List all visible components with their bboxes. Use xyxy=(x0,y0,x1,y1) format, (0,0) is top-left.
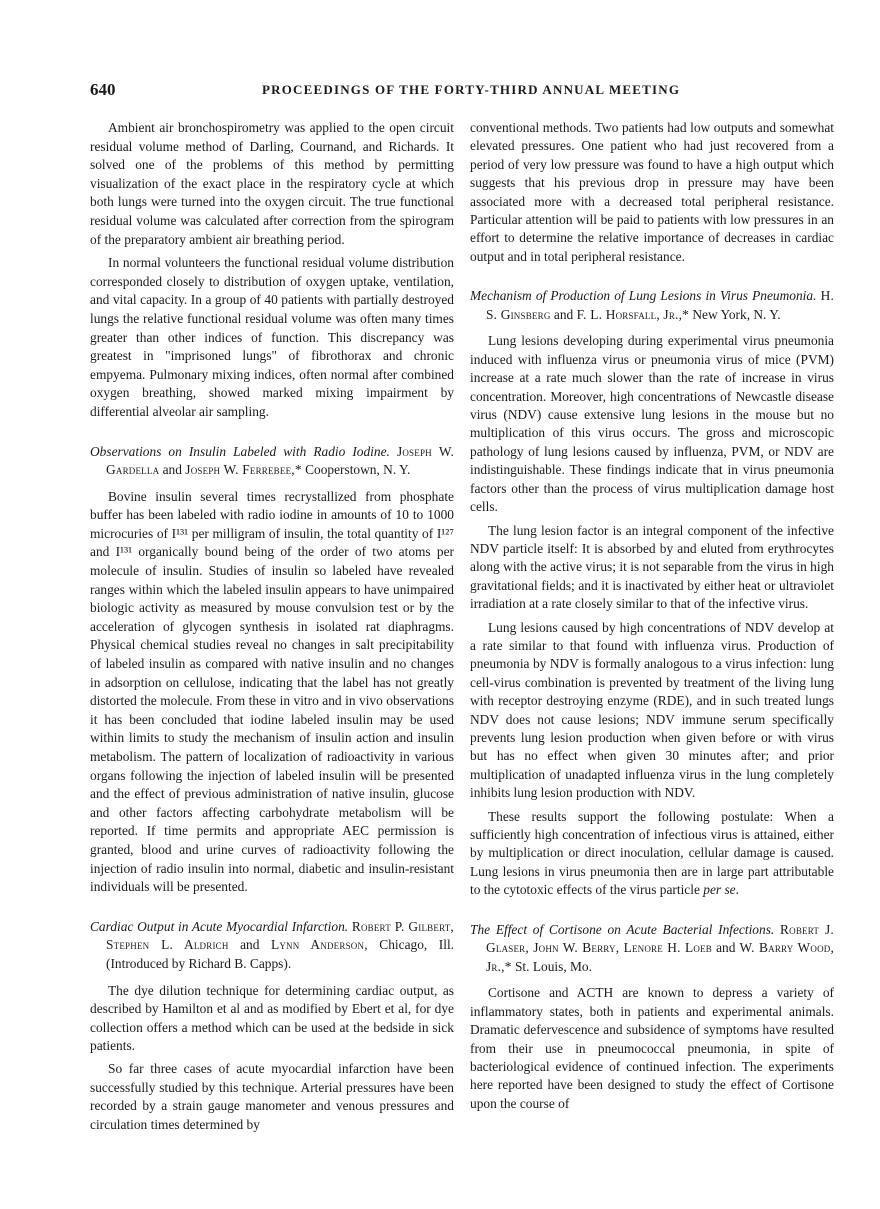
right-column xyxy=(470,119,834,1118)
abstract-heading xyxy=(90,918,454,974)
author-location: Chicago, Ill. (Introduced by Richard B. Capps). xyxy=(106,937,455,971)
paragraph: Ambient air bronchospirometry was applied to the open circuit residual volume method of Darling, Cournand, and Richards. It solved one of the problems of this method by permitting visualization of the exact place in the respiratory cycle at which both lungs were turned into the oxygen circuit. The true functional residual volume was calculated after correction from the spirogram of the preparatory ambient air breathing period. xyxy=(90,120,454,247)
paragraph: The dye dilution technique for determining cardiac output, as described by Hamilton et al and as modified by Ebert et al, for dye collection offers a method which can be used at the bedside in sick patients. xyxy=(90,982,454,1054)
abstract-cortisone xyxy=(470,921,834,1114)
abstract-title: Observations on Insulin Labeled with Radio Iodine. xyxy=(90,443,390,459)
abstract-title: Cardiac Output in Acute Myocardial Infarction. xyxy=(90,918,349,934)
text-run: These results support the following postulate: When a sufficiently high concentration of infectious virus is attained, either by multiplication or direct inoculation, cellular damage is caused. Lung lesions in virus pneumonia then are in large part attributable to the cytotoxic effects of the virus particle xyxy=(470,808,834,898)
paragraph: Cortisone and ACTH are known to depress a variety of inflammatory states, both in patients and experimental animals. Dramatic defervescence and subsidence of symptoms have resulted from their use in pneumococcal pneumonia, in spite of bacteriological evidence of continued infection. The experiments here reported have been designed to study the effect of Cortisone upon the course of xyxy=(470,985,834,1111)
author-location: Cooperstown, N. Y. xyxy=(301,462,411,478)
abstract-insulin xyxy=(90,443,454,897)
conjunction: and xyxy=(711,940,740,956)
author: Robert J. Glaser, John W. Berry, Lenore H. Loeb xyxy=(486,921,834,956)
author-location: New York, N. Y. xyxy=(689,306,781,322)
conjunction: and xyxy=(159,462,186,478)
author-location: St. Louis, Mo. xyxy=(511,958,592,974)
author: F. L. Horsfall, Jr.,* xyxy=(576,306,690,322)
abstract-title: The Effect of Cortisone on Acute Bacterial Infections. xyxy=(470,921,775,937)
abstract-heading xyxy=(470,287,834,324)
author: H. S. Ginsberg xyxy=(486,288,834,322)
page-header xyxy=(90,80,830,102)
abstract-heading xyxy=(470,921,834,977)
paragraph: conventional methods. Two patients had low outputs and somewhat elevated pressures. One patient who had just recovered from a period of very low pressure was found to have a high output which suggests that his previous drop in pressure may have been associated more with a decreased total peripheral resistance. Particular attention will be paid to patients with low pressures in an effort to determine the relative importance of decreases in cardiac output and in total peripheral resistance. xyxy=(470,120,834,264)
abstract-cardiac xyxy=(90,918,454,1135)
paragraph: Lung lesions caused by high concentrations of NDV develop at a rate similar to that found with influenza virus. Production of pneumonia by NDV is formally analogous to a virus infection: lung cell-virus combination is prevented by treatment of the living lung with receptor destroying enzyme (RDE), and in such treated lungs NDV does not cause lesions; NDV immune serum specifically prevents lung lesion production when given before or with virus but has no effect when given 30 minutes after; and prior multiplication of unadapted influenza virus in the lung completely inhibits lung lesion production with NDV. xyxy=(470,619,834,801)
left-column xyxy=(90,119,454,1138)
page-number: 640 xyxy=(90,80,116,99)
paragraph: So far three cases of acute myocardial infarction have been successfully studied by this technique. Arterial pressures have been recorded by a strain gauge manometer and venous pressures and circulation times determined by xyxy=(90,1060,454,1132)
paragraph: In normal volunteers the functional residual volume distribution corresponded closely to distribution of oxygen uptake, ventilation, and vital capacity. In a group of 40 patients with partially destroyed lungs the relative functional residual volume was often many times greater than other indices of function. This discrepancy was greatest in "imprisoned lungs" of fibrothorax and chronic empyema. Pulmonary mixing indices, often normal after combined oxygen breathing, showed marked mixing impairment by differential alveolar air sampling. xyxy=(90,255,454,419)
text-run: . xyxy=(735,882,739,898)
author: Joseph W. Gardella xyxy=(106,443,454,478)
author: W. Barry Wood, Jr.,* xyxy=(486,940,835,974)
paragraph: Bovine insulin several times recrystallized from phosphate buffer has been labeled with radio iodine in amounts of 10 to 1000 microcuries of I¹³¹ per milligram of insulin, the total quantity of I¹²⁷ and I¹³¹ organically bound being of the order of two atoms per molecule of insulin. Studies of insulin so labeled have revealed ranges within which the labeled insulin appears to have unimpaired biologic activity as measured by mouse convulsion test or by the acceleration of glycogen synthesis in isolated rat diaphragms. Physical chemical studies reveal no changes in salt precipitability of labeled insulin as compared with native insulin and no changes in adsorption on cellulose, indicating that the label has not greatly distorted the molecule. From these in vitro and in vivo observations it has been concluded that iodine labeled insulin may be used within limits to study the mechanism of insulin action and insulin metabolism. The pattern of localization of radioactivity in various organs following the injection of labeled insulin will be presented and the effect of previous administration of native insulin, glucose and other factors affecting carbohydrate metabolism will be reported. If time permits and appropriate AEC permission is granted, blood and urine curves of radioactivity following the injection of radio insulin into normal, diabetic and insulin-resistant individuals will be presented. xyxy=(90,488,454,895)
author: Robert P. Gilbert, Stephen L. Aldrich xyxy=(106,918,454,953)
conjunction: and xyxy=(550,306,577,322)
abstract-title: Mechanism of Production of Lung Lesions in Virus Pneumonia. xyxy=(470,288,817,304)
running-head: PROCEEDINGS OF THE FORTY-THIRD ANNUAL MEETING xyxy=(262,82,681,97)
paragraph: Lung lesions developing during experimental virus pneumonia induced with influenza virus or pneumonia virus of mice (PVM) increase at a rate much slower than the rate of increase in virus concentration. Moreover, high concentrations of Newcastle disease virus (NDV) cause extensive lung lesions in the mouse but no multiplication of this virus occurs. The gross and microscopic pathology of lung lesions caused by influenza, PVM, or NDV are indistinguishable. These findings indicate that in virus pneumonia factors other than the process of virus multiplication damage host cells. xyxy=(470,333,834,515)
conjunction: and xyxy=(228,937,271,953)
paragraph xyxy=(470,808,834,900)
author: Lynn Anderson, xyxy=(270,937,368,953)
abstract-heading xyxy=(90,443,454,480)
author: Joseph W. Ferrebee,* xyxy=(185,462,302,478)
paragraph: The lung lesion factor is an integral component of the infective NDV particle itself: It is absorbed by and eluted from erythrocytes along with the active virus; it is not separable from the virus in high gravitational fields; and it is inactivated by either heat or ultraviolet irradiation at a rate closely similar to that of the infective virus. xyxy=(470,522,834,612)
abstract-lung-lesions xyxy=(470,287,834,899)
italic-text: per se xyxy=(703,882,736,898)
